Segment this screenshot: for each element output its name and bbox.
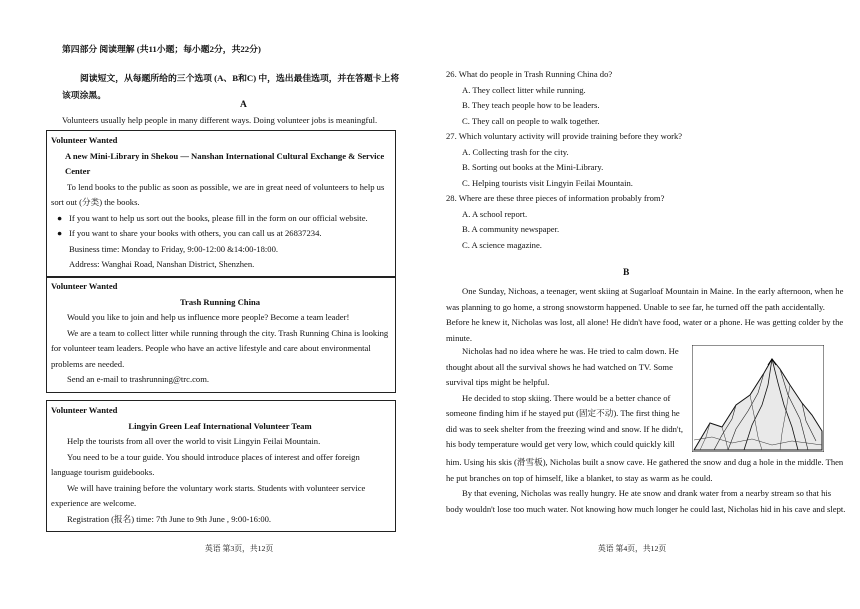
question-option: A. They collect litter while running. <box>462 84 586 95</box>
ad-paragraph: We will have training before the voluntary work starts. Students with volunteer service experience are welcome. <box>51 482 366 508</box>
ad-heading: Volunteer Wanted <box>51 281 118 291</box>
section-a-intro: Volunteers usually help people in many different ways. Doing volunteer jobs is meaningful. <box>62 115 378 125</box>
story-paragraph: One Sunday, Nichoas, a teenager, went skiing at Sugarloaf Mountain in Maine. In the early afternoon, when he was planning to go home, a strong snowstorm happened. Unable to see far, he turned off the path accidentally. Before he knew it, Nicholas was lost, all alone! He didn't have food, water or a phone. He was getting colder by the minute. <box>446 286 844 343</box>
ad-business-time: Business time: Monday to Friday, 9:00-12:00 &14:00-18:00. <box>69 243 279 254</box>
question-option: B. A community newspaper. <box>462 224 560 234</box>
ad-title: Lingyin Green Leaf International Volunteer Team <box>128 420 312 431</box>
question-list <box>446 67 846 253</box>
question-option: B. Sorting out books at the Mini-Library. <box>462 162 604 172</box>
mountain-illustration-icon <box>692 345 824 452</box>
page-footer: 英语 第3页，共12页 <box>205 544 274 553</box>
ad-trash-running <box>46 276 396 393</box>
bullet-icon: ● <box>57 212 63 223</box>
ad-body: To lend books to the public as soon as possible, we are in great need of volunteers to help us sort out (分类) the books. <box>51 181 385 207</box>
right-page <box>430 0 860 609</box>
question-stem: 27. Which voluntary activity will provide training before they work? <box>446 131 683 141</box>
part-header: 第四部分 阅读理解 (共11小题；每小题2分，共22分) <box>62 44 261 54</box>
story-paragraph: Nicholas had no idea where he was. He tried to calm down. He thought about all the survival shows he had watched on TV. Some survival tips might be helpful. He decided to stop skiing. There would be a better chance of someone finding him if he stayed put (固定不动). The first thing he did was to seek shelter from the freezing wind and snow. If he didn't, his body temperature would get very low, which could quickly kill <box>446 346 684 449</box>
ad-registration: Registration (报名) time: 7th June to 9th June , 9:00-16:00. <box>67 513 272 524</box>
ad-lingyin-team <box>46 400 396 532</box>
section-a-title: A <box>240 100 247 110</box>
ad-title: Trash Running China <box>179 296 261 307</box>
question-stem: 28. Where are these three pieces of information probably from? <box>446 193 665 203</box>
instructions: 阅读短文，从每题所给的三个选项 (A、B和C) 中，选出最佳选项，并在答题卡上将该项涂黑。 <box>62 73 400 100</box>
ad-email: Send an e-mail to trashrunning@trc.com. <box>67 374 210 384</box>
ad-address: Address: Wanghai Road, Nanshan District, Shenzhen. <box>69 259 255 269</box>
ad-bullet: ● If you want to help us sort out the books, please fill in the form on our official website. <box>51 211 389 227</box>
section-b-title: B <box>623 268 630 278</box>
question-option: A. A school report. <box>462 208 528 219</box>
ad-paragraph: Would you like to join and help us influence more people? Become a team leader! <box>67 312 350 322</box>
question-option: A. Collecting trash for the city. <box>462 146 569 157</box>
ad-title: A new Mini-Library in Shekou — Nanshan International Cultural Exchange & Service Center <box>65 150 385 176</box>
ad-mini-library <box>46 130 396 278</box>
question-stem: 26. What do people in Trash Running China do? <box>446 69 613 79</box>
ad-paragraph: Help the tourists from all over the world to visit Lingyin Feilai Mountain. <box>67 436 321 446</box>
question-option: C. A science magazine. <box>462 239 542 250</box>
question-option: B. They teach people how to be leaders. <box>462 100 600 110</box>
ad-bullet: ● If you want to share your books with others, you can call us at 26837234. <box>51 226 389 242</box>
ad-paragraph: You need to be a tour guide. You should introduce places of interest and offer foreign language tourism guidebooks. <box>51 451 360 477</box>
ad-heading: Volunteer Wanted <box>51 405 118 415</box>
story-paragraph: him. Using his skis (滑雪板), Nicholas built a snow cave. He gathered the snow and dug a hole in the middle. Then he put branches on top of himself, like a blanket, to stay as warm as he could. By that evening, Nicholas was really hungry. He ate snow and drank water from a nearby stream so that his body wouldn't lose too much water. Not knowing how much longer he could last, Nicholas hid in his cave and slept. <box>446 457 846 514</box>
question-option: C. Helping tourists visit Lingyin Feilai Mountain. <box>462 177 633 188</box>
bullet-icon: ● <box>57 228 63 238</box>
ad-paragraph: We are a team to collect litter while running through the city. Trash Running China is looking for volunteer team leaders. People who have an active lifestyle and care about environmental problems are needed. <box>51 327 389 369</box>
question-option: C. They call on people to walk together. <box>462 115 600 126</box>
ad-heading: Volunteer Wanted <box>51 135 118 145</box>
page-footer: 英语 第4页，共12页 <box>598 544 667 553</box>
